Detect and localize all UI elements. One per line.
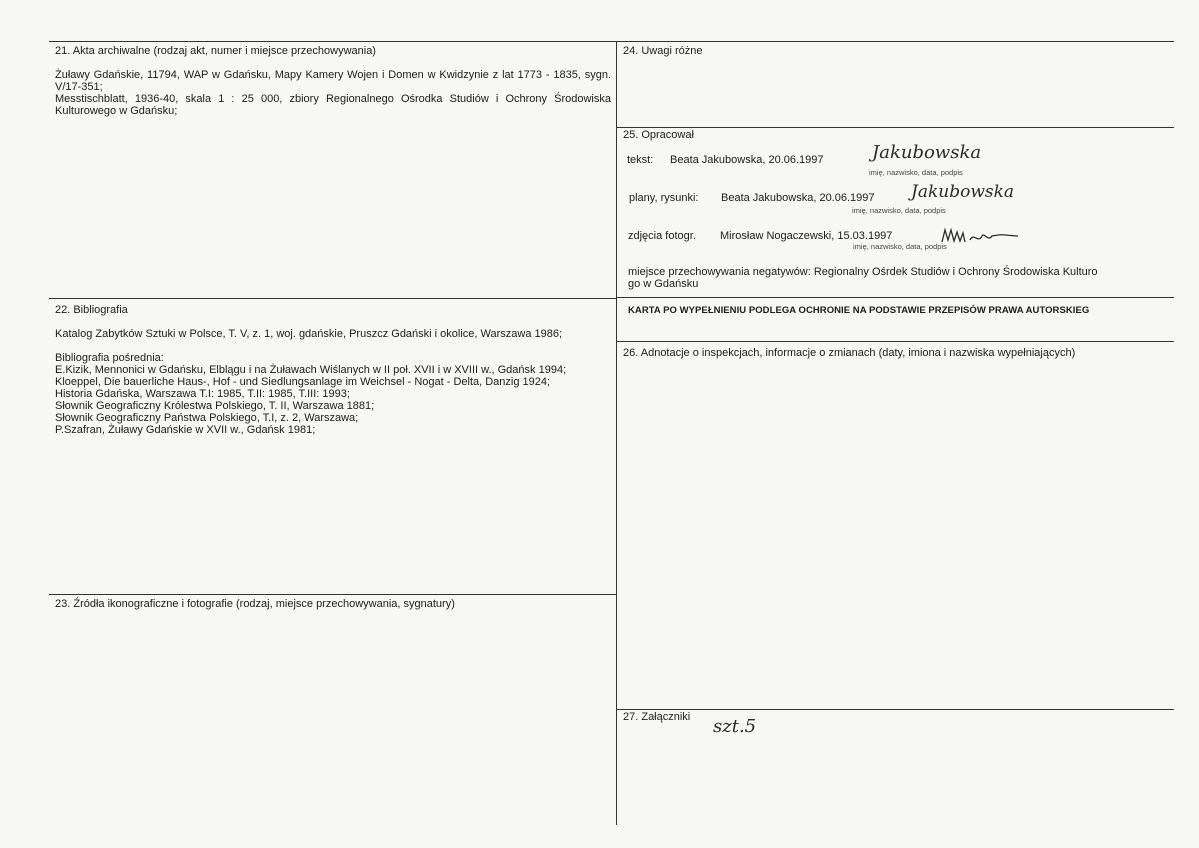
copyright-notice: KARTA PO WYPEŁNIENIU PODLEGA OCHRONIE NA PODSTAWIE PRZEPISÓW PRAWA AUTORSKIEG	[628, 305, 1090, 316]
bibliography-entry: E.Kizik, Mennonici w Gdańsku, Elblągu i na Żuławach Wiślanych w II poł. XVII i w XVIII w., Gdańsk 1994;	[55, 364, 567, 376]
bibliography-entry: Historia Gdańska, Warszawa T.I: 1985, T.II: 1985, T.III: 1993;	[55, 388, 350, 400]
section-22-text	[55, 328, 611, 436]
bibliography-entry: P.Szafran, Żuławy Gdańskie w XVII w., Gdańsk 1981;	[55, 424, 316, 436]
plany-caption: imię, nazwisko, data, podpis	[852, 206, 946, 215]
section-21-text	[55, 69, 611, 117]
zdjecia-value: Mirosław Nogaczewski, 15.03.1997	[720, 230, 893, 242]
divider-24-25	[617, 127, 1174, 128]
negatywy-line-2: go w Gdańsku	[628, 278, 699, 290]
bibliography-entry: Kloeppel, Die bauerliche Haus-, Hof - und Siedlungsanlage im Weichsel - Nogat - Delta, Danzig 1924;	[55, 376, 551, 388]
zdjecia-signature	[940, 224, 1020, 248]
tekst-value: Beata Jakubowska, 20.06.1997	[670, 154, 824, 166]
divider-26-27	[617, 709, 1174, 710]
divider-karta-26	[617, 341, 1174, 342]
tekst-caption: imię, nazwisko, data, podpis	[869, 168, 963, 177]
plany-label: plany, rysunki:	[629, 192, 699, 204]
section-23-header: 23. Źródła ikonograficzne i fotografie (rodzaj, miejsce przechowywania, sygnatury)	[55, 598, 455, 610]
plany-signature: Jakubowska	[911, 182, 1015, 202]
section-25-header: 25. Opracował	[623, 129, 694, 141]
plany-value: Beata Jakubowska, 20.06.1997	[721, 192, 875, 204]
section-26-header: 26. Adnotacje o inspekcjach, informacje o zmianach (daty, imiona i nazwiska wypełniających)	[623, 347, 1076, 359]
archival-entry-zulawy: Żuławy Gdańskie, 11794, WAP w Gdańsku, Mapy Kamery Wojen i Domen w Kwidzynie z lat 1773 - 1835, sygn. V/17-351;	[55, 69, 611, 93]
zdjecia-label: zdjęcia fotogr.	[628, 230, 696, 242]
tekst-signature: Jakubowska	[872, 142, 982, 163]
bibliography-entry: Słownik Geograficzny Państwa Polskiego, T.I, z. 2, Warszawa;	[55, 412, 359, 424]
bibliography-entry: Słownik Geograficzny Królestwa Polskiego, T. II, Warszawa 1881;	[55, 400, 375, 412]
column-divider	[616, 41, 617, 825]
section-21-header: 21. Akta archiwalne (rodzaj akt, numer i miejsce przechowywania)	[55, 45, 376, 57]
divider-21-22	[49, 298, 616, 299]
negatywy-line-1: miejsce przechowywania negatywów: Regionalny Ośrdek Studiów i Ochrony Środowiska Kulturo	[628, 266, 1098, 278]
bibliography-posrednia-label: Bibliografia pośrednia:	[55, 352, 164, 364]
section-22-header: 22. Bibliografia	[55, 304, 128, 316]
top-border	[49, 41, 1174, 42]
archival-entry-messtischblatt: Messtischblatt, 1936-40, skala 1 : 25 000, zbiory Regionalnego Ośrodka Studiów i Ochrony Środowiska Kulturowego w Gdańsku;	[55, 93, 611, 117]
section-27-header: 27. Załączniki	[623, 711, 691, 723]
divider-25-karta	[617, 297, 1174, 298]
section-24-header: 24. Uwagi różne	[623, 45, 703, 57]
divider-22-23	[49, 594, 616, 595]
bibliography-katalog: Katalog Zabytków Sztuki w Polsce, T. V, z. 1, woj. gdańskie, Pruszcz Gdański i okolice, Warszawa 1986;	[55, 328, 563, 340]
attachments-count: szt.5	[713, 716, 757, 737]
tekst-label: tekst:	[627, 154, 654, 166]
zdjecia-caption: imię, nazwisko, data, podpis	[853, 242, 947, 251]
